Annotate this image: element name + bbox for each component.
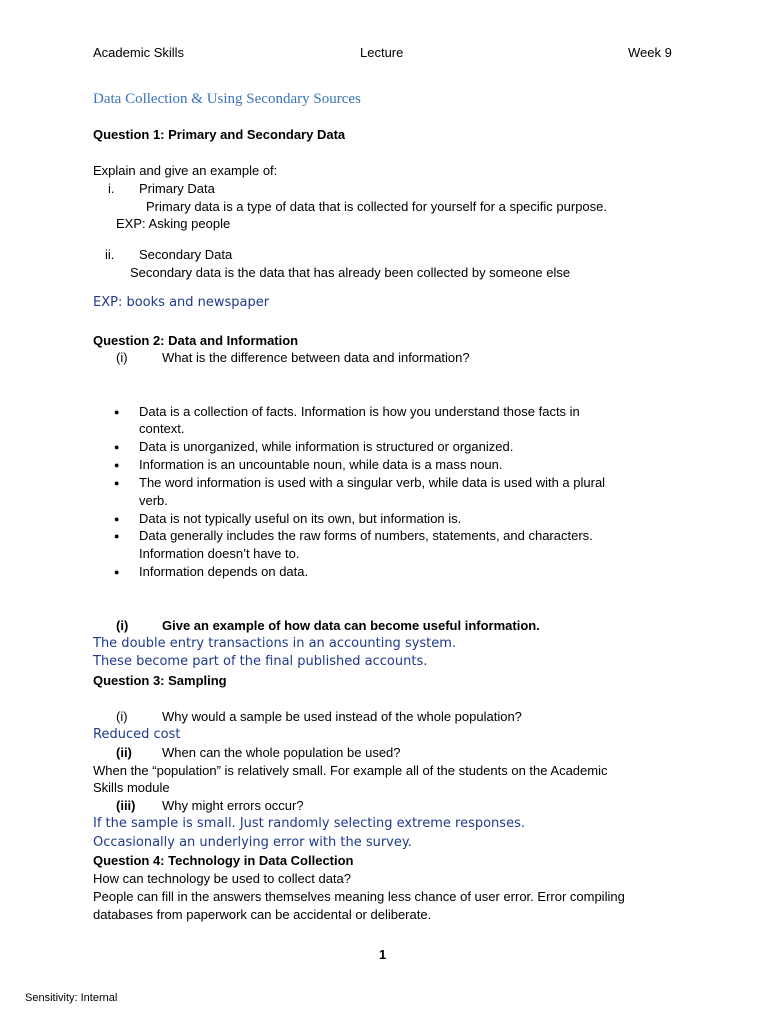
bullet-icon: ● — [114, 407, 120, 417]
q1-ii-answer: Secondary data is the data that has already been collected by someone else — [130, 265, 571, 280]
bullet-icon: ● — [114, 478, 120, 488]
header-right: Week 9 — [628, 45, 672, 60]
q1-i-marker: i. — [108, 181, 115, 196]
header-center: Lecture — [360, 45, 404, 60]
q2-heading: Question 2: Data and Information — [93, 333, 299, 348]
list-item: Data is a collection of facts. Information is how you understand those facts in — [139, 404, 580, 419]
q1-i-answer: Primary data is a type of data that is collected for yourself for a specific purpose. — [146, 199, 607, 214]
q4-answer-line2: databases from paperwork can be accidental or deliberate. — [93, 907, 432, 922]
q1-heading: Question 1: Primary and Secondary Data — [93, 127, 346, 142]
bullet-icon: ● — [114, 567, 120, 577]
list-item: The word information is used with a singular verb, while data is used with a plural — [139, 475, 606, 490]
q4-heading: Question 4: Technology in Data Collection — [93, 853, 354, 868]
q3-ii-marker: (ii) — [116, 745, 132, 760]
list-item-continuation: verb. — [139, 493, 168, 508]
list-item: Data generally includes the raw forms of numbers, statements, and characters. — [139, 528, 593, 543]
list-item: Data is not typically useful on its own, but information is. — [139, 511, 462, 526]
q3-i-marker: (i) — [116, 709, 128, 724]
page-number: 1 — [379, 947, 387, 962]
q2-part2-answer-line1: The double entry transactions in an accounting system. — [93, 636, 457, 651]
q3-ii-answer-line2: Skills module — [93, 780, 170, 795]
bullet-icon: ● — [114, 442, 120, 452]
q1-i-example: EXP: Asking people — [116, 216, 231, 231]
list-item-continuation: context. — [139, 421, 185, 436]
q1-i-label: Primary Data — [139, 181, 215, 196]
list-item: Data is unorganized, while information is structured or organized. — [139, 439, 514, 454]
list-item-continuation: Information doesn’t have to. — [139, 546, 300, 561]
q3-ii-question: When can the whole population be used? — [162, 745, 401, 760]
q3-iii-answer-line2: Occasionally an underlying error with the survey. — [93, 835, 412, 850]
bullet-icon: ● — [114, 531, 120, 541]
list-item: Information is an uncountable noun, while data is a mass noun. — [139, 457, 503, 472]
header-left: Academic Skills — [93, 45, 185, 60]
q4-question: How can technology be used to collect data? — [93, 871, 352, 886]
q3-i-answer: Reduced cost — [93, 727, 181, 742]
document-title: Data Collection & Using Secondary Sources — [93, 91, 361, 107]
q1-ii-marker: ii. — [105, 247, 115, 262]
q2-part2-answer-line2: These become part of the final published accounts. — [93, 654, 428, 669]
q3-ii-answer-line1: When the “population” is relatively small. For example all of the students on the Academic — [93, 763, 608, 778]
q2-part2-question: Give an example of how data can become useful information. — [162, 618, 540, 633]
q3-heading: Question 3: Sampling — [93, 673, 227, 688]
q3-iii-answer-line1: If the sample is small. Just randomly selecting extreme responses. — [93, 816, 525, 831]
q2-part1-question: What is the difference between data and information? — [162, 350, 470, 365]
q2-part2-marker: (i) — [116, 618, 129, 633]
q1-ii-label: Secondary Data — [139, 247, 233, 262]
q3-iii-marker: (iii) — [116, 798, 136, 813]
sensitivity-label: Sensitivity: Internal — [25, 992, 118, 1004]
list-item: Information depends on data. — [139, 564, 309, 579]
q1-ii-example: EXP: books and newspaper — [93, 295, 270, 310]
bullet-icon: ● — [114, 514, 120, 524]
q4-answer-line1: People can fill in the answers themselves meaning less chance of user error. Error compiling — [93, 889, 625, 904]
q1-prompt: Explain and give an example of: — [93, 163, 278, 178]
q2-part1-marker: (i) — [116, 350, 128, 365]
q3-iii-question: Why might errors occur? — [162, 798, 304, 813]
q3-i-question: Why would a sample be used instead of the whole population? — [162, 709, 522, 724]
bullet-icon: ● — [114, 460, 120, 470]
